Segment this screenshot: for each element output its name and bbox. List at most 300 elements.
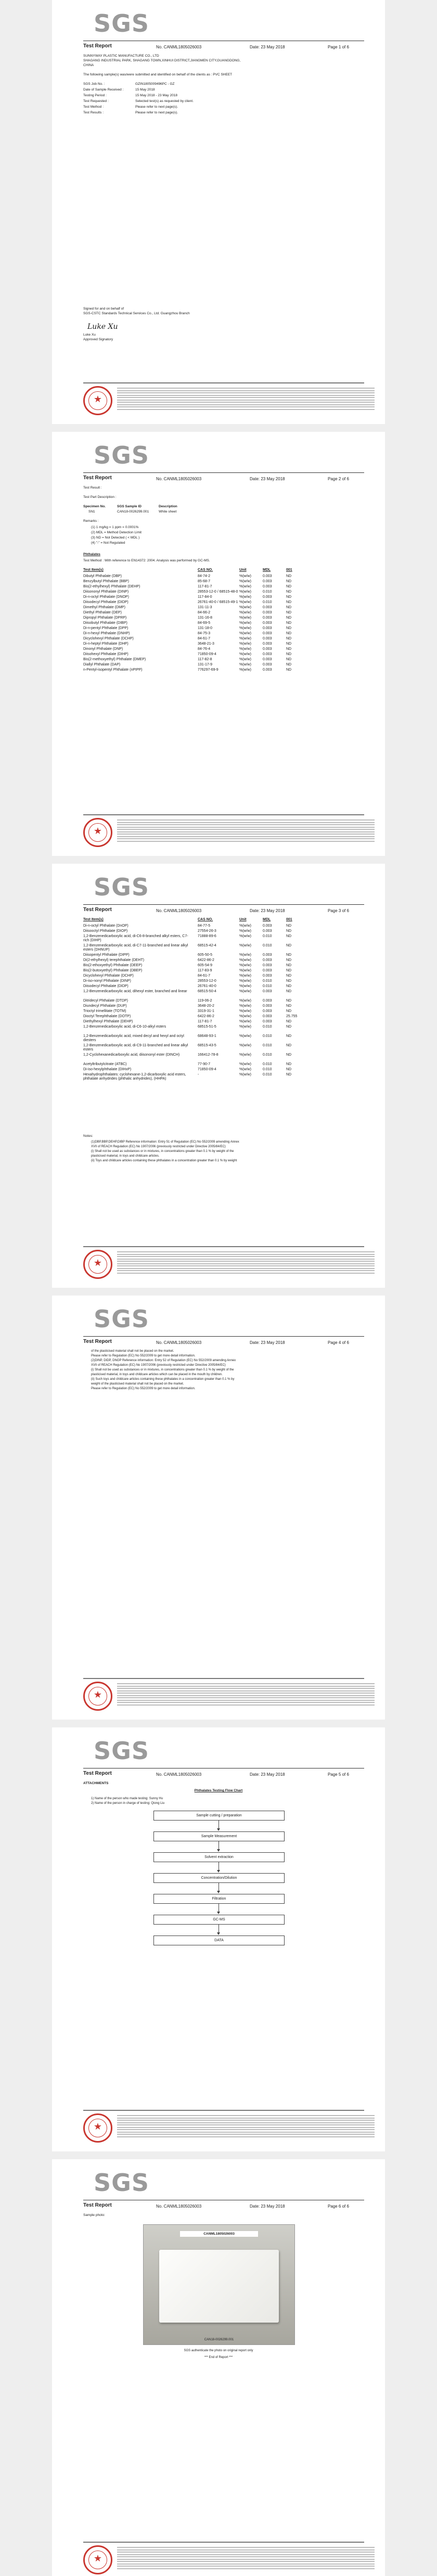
- report-page-2: [52, 432, 385, 856]
- note-line: (ii) Such toys and childcare articles containing these phthalates in a concentration greater than 0.1 % by: [91, 1378, 235, 1381]
- note-line: XVII of REACH Regulation (EC) No 1907/2006 (previously restricted under Directive 2005/84/EC): [91, 1364, 226, 1367]
- td-cas: 117-81-7: [198, 585, 212, 588]
- report-page-5: [52, 1727, 385, 2151]
- td-mdl: 0.003: [263, 990, 272, 993]
- report-date: Date: 23 May 2018: [250, 1772, 285, 1777]
- flow-step: DATA: [153, 1936, 285, 1945]
- td-unit: %(w/w): [239, 652, 251, 656]
- td-cas: 166412-78-8: [198, 1053, 219, 1057]
- td-item: Benzylbutyl Phthalate (BBP): [83, 580, 129, 583]
- td-result: ND: [286, 979, 292, 983]
- report-number: No. CANML1805026003: [156, 1772, 202, 1777]
- td-result: ND: [286, 969, 292, 972]
- flow-step: Filtration: [153, 1894, 285, 1904]
- report-page-3: [52, 864, 385, 1288]
- td-mdl: 0.003: [263, 652, 272, 656]
- terms-fineprint: [117, 1683, 375, 1712]
- report-number: No. CANML1805026003: [156, 45, 202, 49]
- td-cas: 85-68-7: [198, 580, 211, 583]
- td-mdl: 0.010: [263, 979, 272, 983]
- td-mdl: 0.003: [263, 574, 272, 578]
- td-item: Diisodecyl Phthalate (DIDP): [83, 600, 128, 604]
- td-item: n-Pentyl-isopentyl Phthalate (nPIPP): [83, 668, 143, 672]
- flow-step: GC-MS: [153, 1915, 285, 1925]
- td-mdl: 0.003: [263, 1009, 272, 1013]
- td-unit: %(w/w): [239, 1053, 251, 1057]
- td-result: ND: [286, 595, 292, 599]
- td-cas: 3648-21-3: [198, 642, 214, 646]
- td-unit: %(w/w): [239, 1044, 251, 1047]
- td-item: Diisohexyl Phthalate (DIHP): [83, 652, 128, 656]
- sgs-seal-icon: ★: [83, 1250, 112, 1279]
- photo-tag: CANML1805026003: [180, 2231, 258, 2237]
- td-unit: %(w/w): [239, 626, 251, 630]
- td-cas: 68515-43-5: [198, 1044, 216, 1047]
- td-unit: %(w/w): [239, 621, 251, 625]
- th-unit: Unit: [239, 568, 247, 572]
- td-result: ND: [286, 574, 292, 578]
- td-mdl: 0.003: [263, 1004, 272, 1008]
- field-label: Testing Period :: [83, 94, 107, 97]
- td-cas: 27554-26-3: [198, 929, 216, 933]
- applicant-country: CHINA: [83, 63, 94, 67]
- report-date: Date: 23 May 2018: [250, 1340, 285, 1345]
- td-cas: 605-50-5: [198, 953, 213, 957]
- td-unit: %(w/w): [239, 668, 251, 672]
- field-value: GZIN1805009496PC - GZ: [135, 82, 175, 86]
- th-cas: CAS NO.: [198, 568, 213, 572]
- td-unit: %(w/w): [239, 642, 251, 646]
- td-result: ND: [286, 642, 292, 646]
- sgs-seal-icon: ★: [83, 386, 112, 415]
- td-unit: %(w/w): [239, 658, 251, 661]
- field-value: 15 May 2018 - 23 May 2018: [135, 94, 177, 97]
- footer-rule: [83, 382, 364, 383]
- td-cas: 68515-42-4: [198, 944, 216, 947]
- report-number: No. CANML1805026003: [156, 477, 202, 481]
- flow-chart-title: Phthalates Testing Flow Chart: [194, 1789, 243, 1792]
- td-unit: %(w/w): [239, 958, 251, 962]
- test-result-label: Test Result :: [83, 486, 102, 490]
- td-result: ND: [286, 606, 292, 609]
- sample-id: CAN18-0026299.001: [117, 510, 149, 514]
- td-unit: %(w/w): [239, 1009, 251, 1013]
- td-mdl: 0.003: [263, 1020, 272, 1023]
- sgs-logo: SGS: [94, 9, 150, 37]
- td-mdl: 0.010: [263, 1034, 272, 1038]
- td-unit: %(w/w): [239, 1020, 251, 1023]
- report-page-6: [52, 2159, 385, 2576]
- td-result: ND: [286, 626, 292, 630]
- td-cas: 68515-51-5: [198, 1025, 216, 1029]
- sgs-logo: SGS: [94, 1737, 150, 1765]
- td-unit: %(w/w): [239, 1004, 251, 1008]
- description: White sheet: [159, 510, 177, 514]
- td-result: ND: [286, 1009, 292, 1013]
- td-cas: 71850-09-4: [198, 652, 216, 656]
- field-value: 15 May 2018: [135, 88, 155, 92]
- sample-sheet: [159, 2250, 279, 2323]
- td-item: Diisooctyl Phthalate (DIOP): [83, 929, 128, 933]
- td-result: 25.755: [286, 1015, 298, 1018]
- sgs-logo: SGS: [94, 2169, 150, 2197]
- th-mdl: MDL: [263, 918, 271, 921]
- td-unit: %(w/w): [239, 929, 251, 933]
- td-result: ND: [286, 600, 292, 604]
- td-unit: %(w/w): [239, 984, 251, 988]
- signed-for: Signed for and on behalf of: [83, 307, 124, 311]
- report-title: Test Report: [83, 43, 112, 49]
- sample-intro: The following sample(s) was/were submitted and identified on behalf of the clients as : PVC SHEET: [83, 73, 233, 76]
- signer-title: Approved Signatory: [83, 338, 113, 341]
- notes-title: Notes:: [83, 1134, 93, 1138]
- td-cas: 77-90-7: [198, 1062, 211, 1066]
- td-result: ND: [286, 1053, 292, 1057]
- arrow-down-icon: [217, 1828, 220, 1831]
- td-cas: 71850-09-4: [198, 1068, 216, 1071]
- td-result: ND: [286, 990, 292, 993]
- td-result: ND: [286, 611, 292, 614]
- td-unit: %(w/w): [239, 637, 251, 640]
- td-result: ND: [286, 958, 292, 962]
- td-cas: 117-83-9: [198, 969, 212, 972]
- td-cas: 131-11-3: [198, 606, 212, 609]
- td-item: Dipropyl Phthalate (DPRP): [83, 616, 127, 620]
- td-unit: %(w/w): [239, 964, 251, 967]
- td-item: Diundecyl Phthalate (DUP): [83, 1004, 127, 1008]
- td-cas: 84-74-2: [198, 574, 211, 578]
- td-mdl: 0.003: [263, 999, 272, 1003]
- remark-line: (3) ND = Not Detected ( < MDL ): [91, 536, 140, 540]
- footer-rule: [83, 814, 364, 815]
- report-page-1: [52, 0, 385, 424]
- td-mdl: 0.010: [263, 984, 272, 988]
- td-cas: 84-76-4: [198, 647, 211, 651]
- td-mdl: 0.003: [263, 658, 272, 661]
- td-mdl: 0.003: [263, 606, 272, 609]
- td-mdl: 0.003: [263, 969, 272, 972]
- td-result: ND: [286, 1062, 292, 1066]
- sgs-logo: SGS: [94, 873, 150, 901]
- td-mdl: 0.003: [263, 585, 272, 588]
- photo-sample-id: CAN18-0026299.001: [204, 2338, 234, 2341]
- terms-fineprint: [117, 388, 375, 417]
- photo-authenticate-note: SGS authenticate the photo on original report only: [184, 2349, 253, 2352]
- td-unit: %(w/w): [239, 953, 251, 957]
- arrow-down-icon: [217, 1891, 220, 1893]
- end-of-report: *** End of Report ***: [204, 2356, 233, 2359]
- td-item: Di(2-ethylhexyl) terephthalate (DEHT): [83, 958, 145, 962]
- td-result: ND: [286, 616, 292, 620]
- td-mdl: 0.010: [263, 600, 272, 604]
- note-line: of the plasticised material shall not be placed on the market.: [91, 1350, 174, 1353]
- td-unit: %(w/w): [239, 969, 251, 972]
- report-title: Test Report: [83, 1339, 112, 1344]
- th-item: Test Item(s): [83, 568, 104, 572]
- sample-photo: [143, 2224, 295, 2345]
- td-item: Di-n-hexyl Phthalate (DNHP): [83, 632, 130, 635]
- td-cas: 3648-20-2: [198, 1004, 214, 1008]
- td-mdl: 0.003: [263, 595, 272, 599]
- td-item: Acetyltributylcitrate (ATBC): [83, 1062, 127, 1066]
- td-mdl: 0.003: [263, 647, 272, 651]
- col-description: Description: [159, 505, 177, 508]
- td-mdl: 0.003: [263, 637, 272, 640]
- td-unit: %(w/w): [239, 990, 251, 993]
- td-item: Diethyl Phthalate (DEP): [83, 611, 122, 614]
- td-item: Dibutyl Phthalate (DBP): [83, 574, 122, 578]
- header-rule: [83, 472, 364, 473]
- field-label: Date of Sample Received :: [83, 88, 124, 92]
- td-item: Dimethyl Phthalate (DMP): [83, 606, 125, 609]
- td-unit: %(w/w): [239, 632, 251, 635]
- note-line: plasticised material, in toys and childcare articles which can be placed in the mouth by children.: [91, 1373, 223, 1376]
- td-unit: %(w/w): [239, 944, 251, 947]
- sgs-seal-icon: ★: [83, 2113, 112, 2143]
- td-result: ND: [286, 1073, 292, 1076]
- footer-rule: [83, 2110, 364, 2111]
- td-cas: 6422-86-2: [198, 1015, 214, 1018]
- td-unit: %(w/w): [239, 924, 251, 928]
- td-mdl: 0.003: [263, 642, 272, 646]
- note-line: (ii) Toys and childcare articles containing these phthalates in a concentration greater than 0.1 % by weight: [91, 1159, 237, 1162]
- td-mdl: 0.003: [263, 974, 272, 978]
- td-item: Di-iso-hexylphthalate (DIHxP): [83, 1068, 132, 1071]
- terms-fineprint: [117, 2115, 375, 2144]
- remarks-title: Remarks :: [83, 519, 99, 523]
- sgs-seal-icon: ★: [83, 818, 112, 847]
- note-line: plasticised material, in toys and childcare articles.: [91, 1155, 160, 1158]
- td-mdl: 0.010: [263, 1053, 272, 1057]
- flow-step: Concentration/Dilution: [153, 1873, 285, 1883]
- report-title: Test Report: [83, 2202, 112, 2208]
- td-item: 1,2-Benzenedicarboxylic acid, mixed decyl and hexyl and octyl diesters: [83, 1034, 184, 1042]
- note-line: (i) Shall not be used as substances or in mixtures, in concentrations greater than 0.1 % by weight of the: [91, 1368, 234, 1372]
- td-unit: %(w/w): [239, 595, 251, 599]
- td-unit: %(w/w): [239, 1062, 251, 1066]
- page-number: Page 3 of 6: [328, 908, 349, 913]
- td-unit: %(w/w): [239, 574, 251, 578]
- td-cas: 68515-50-4: [198, 990, 216, 993]
- td-cas: 84-77-5: [198, 924, 211, 928]
- note-line: (2)DINP, DIDP, DNOP Reference information: Entry 52 of Regulation (EC) No 552/2009 amending Annex: [91, 1359, 236, 1362]
- signer-name: Luke Xu: [83, 333, 96, 337]
- td-unit: %(w/w): [239, 616, 251, 620]
- td-cas: 28553-12-0: [198, 979, 216, 983]
- td-mdl: 0.003: [263, 580, 272, 583]
- remark-line: (4) "-" = Not Regulated: [91, 541, 125, 545]
- field-label: Test Requested :: [83, 99, 109, 103]
- td-unit: %(w/w): [239, 1034, 251, 1038]
- td-mdl: 0.003: [263, 663, 272, 667]
- td-item: Bis(2-butoxyethyl) Phthalate (DBEP): [83, 969, 143, 972]
- note-line: Please refer to Regulation (EC) No 552/2009 to get more detail information.: [91, 1354, 196, 1357]
- td-item: Diethylhexyl Phthalate (DEHP): [83, 1020, 133, 1023]
- flow-step: Solvent extraction: [153, 1852, 285, 1862]
- sample-photo-label: Sample photo:: [83, 2213, 105, 2217]
- td-item: Diisopentyl Phthalate (DIPP): [83, 953, 130, 957]
- col-sample-id: SGS Sample ID: [117, 505, 142, 508]
- report-title: Test Report: [83, 1771, 112, 1776]
- sgs-logo: SGS: [94, 441, 150, 469]
- footer-rule: [83, 1678, 364, 1679]
- td-item: Diisodecyl Phthalate (DIDP): [83, 984, 128, 988]
- arrow-down-icon: [217, 1932, 220, 1935]
- arrow-down-icon: [217, 1912, 220, 1914]
- field-value: Selected test(s) as requested by client.: [135, 99, 194, 103]
- td-unit: %(w/w): [239, 647, 251, 651]
- note-line: weight of the plasticised material shall not be placed on the market.: [91, 1382, 184, 1386]
- page-number: Page 5 of 6: [328, 1772, 349, 1777]
- td-unit: %(w/w): [239, 663, 251, 667]
- signature: Luke Xu: [87, 323, 118, 331]
- th-mdl: MDL: [263, 568, 271, 572]
- td-cas: 84-61-7: [198, 637, 211, 640]
- page-number: Page 1 of 6: [328, 45, 349, 49]
- sgs-seal-icon: ★: [83, 2545, 112, 2574]
- td-cas: 131-17-9: [198, 663, 213, 667]
- td-result: ND: [286, 621, 292, 625]
- td-cas: 68648-93-1: [198, 1034, 216, 1038]
- td-item: Diallyl Phthalate (DAP): [83, 663, 121, 667]
- td-unit: %(w/w): [239, 1073, 251, 1076]
- report-title: Test Report: [83, 475, 112, 481]
- td-result: ND: [286, 964, 292, 967]
- td-result: ND: [286, 984, 292, 988]
- td-result: ND: [286, 658, 292, 661]
- th-unit: Unit: [239, 918, 247, 921]
- td-mdl: 0.003: [263, 958, 272, 962]
- td-item: Trioctyl trimellitate (TOTM): [83, 1009, 126, 1013]
- report-date: Date: 23 May 2018: [250, 908, 285, 913]
- footer-rule: [83, 1246, 364, 1247]
- signed-for-company: SGS-CSTC Standards Technical Services Co., Ltd. Guangzhou Branch: [83, 312, 190, 315]
- note-line: XVII of REACH Regulation (EC) No 1907/2006 (previously restricted under Directive 2005/84/EC): [91, 1145, 226, 1148]
- terms-fineprint: [117, 1251, 375, 1280]
- td-cas: 117-84-0: [198, 595, 212, 599]
- td-item: Di-iso-nonyl Phthalate (DINP): [83, 979, 131, 983]
- td-item: Hexahydrophthalates: cyclohexane-1,2-dicarboxylic acid esters, phthalate anhydrides (phthalic anhydrides), (HHPA): [83, 1073, 186, 1081]
- td-mdl: 0.003: [263, 668, 272, 672]
- note-line: (1)DBP,BBP,DEHP,DIBP Reference information: Entry 51 of Regulation (EC) No 552/2009 amending Annex: [91, 1140, 239, 1144]
- td-mdl: 0.010: [263, 1073, 272, 1076]
- td-item: Dioctyl Terephthalate (DOTP): [83, 1015, 131, 1018]
- applicant-name: SUNNYWAY PLASTIC MANUFACTURE CO., LTD: [83, 54, 159, 58]
- footer-rule: [83, 2542, 364, 2543]
- td-unit: %(w/w): [239, 580, 251, 583]
- td-item: Bis(2-ethylhexyl) Phthalate (DEHP): [83, 585, 140, 588]
- td-cas: 131-16-8: [198, 616, 213, 620]
- td-result: ND: [286, 999, 292, 1003]
- td-result: ND: [286, 632, 292, 635]
- report-date: Date: 23 May 2018: [250, 45, 285, 49]
- td-unit: %(w/w): [239, 611, 251, 614]
- td-item: Bis(2-ethoxyethyl) Phthalate (DEEP): [83, 964, 143, 967]
- th-result: 001: [286, 918, 292, 921]
- applicant-address: SHAGANG INDUSTRIAL PARK, SHAGANG TOWN,XINHUI DISTRICT,JIANGMEN CITY,GUANGDONG,: [83, 59, 241, 62]
- flow-step: Sample cutting / preparation: [153, 1811, 285, 1821]
- td-item: Ditridecyl Phthalate (DTDP): [83, 999, 128, 1003]
- td-mdl: 0.003: [263, 616, 272, 620]
- td-unit: %(w/w): [239, 590, 251, 594]
- td-cas: 28553-12-0 / 68515-48-0: [198, 590, 238, 594]
- td-result: ND: [286, 1068, 292, 1071]
- td-unit: %(w/w): [239, 585, 251, 588]
- td-unit: %(w/w): [239, 1015, 251, 1018]
- td-cas: 71888-89-6: [198, 934, 216, 938]
- td-result: ND: [286, 1004, 292, 1008]
- arrow-down-icon: [217, 1849, 220, 1852]
- td-result: ND: [286, 1020, 292, 1023]
- remark-line: (2) MDL = Method Detection Limit: [91, 531, 142, 534]
- td-cas: 84-61-7: [198, 974, 211, 978]
- td-mdl: 0.003: [263, 964, 272, 967]
- td-mdl: 0.003: [263, 1015, 272, 1018]
- report-number: No. CANML1805026003: [156, 1340, 202, 1345]
- td-result: ND: [286, 1025, 292, 1029]
- td-mdl: 0.003: [263, 611, 272, 614]
- td-result: ND: [286, 934, 292, 938]
- td-result: ND: [286, 637, 292, 640]
- td-item: Di-n-heptyl Phthalate (DHP): [83, 642, 128, 646]
- arrow-down-icon: [217, 1870, 220, 1873]
- td-result: ND: [286, 585, 292, 588]
- page-number: Page 4 of 6: [328, 1340, 349, 1345]
- field-label: Test Method :: [83, 105, 104, 109]
- td-mdl: 0.003: [263, 621, 272, 625]
- specimen-no: SN1: [88, 510, 95, 514]
- td-mdl: 0.003: [263, 924, 272, 928]
- field-value: Please refer to next page(s).: [135, 105, 178, 109]
- td-result: ND: [286, 590, 292, 594]
- td-item: 1,2-Benzenedicarboxylic acid, dihexyl ester, branched and linear: [83, 990, 187, 993]
- note-line: (i) Shall not be used as substances or in mixtures, in concentrations greater than 0.1 % by weight of the: [91, 1150, 234, 1153]
- header-rule: [83, 904, 364, 905]
- td-cas: 26761-40-0: [198, 984, 216, 988]
- td-unit: %(w/w): [239, 934, 251, 938]
- td-unit: %(w/w): [239, 1025, 251, 1029]
- td-item: 1,2-Benzenedicarboxylic acid, di-C6-8-branched alkyl esters, C7-rich (DIHP): [83, 934, 188, 942]
- tester-in-charge: 2) Name of the person in charge of testing: Qiong Liu: [91, 1802, 165, 1805]
- header-rule: [83, 1336, 364, 1337]
- td-unit: %(w/w): [239, 1068, 251, 1071]
- td-item: Di-n-octyl Phthalate (DNOP): [83, 595, 129, 599]
- td-mdl: 0.010: [263, 934, 272, 938]
- td-mdl: 0.003: [263, 929, 272, 933]
- td-item: Di-n-pentyl Phthalate (DPP): [83, 626, 128, 630]
- td-item: Diisobutyl Phthalate (DIBP): [83, 621, 127, 625]
- td-result: ND: [286, 953, 292, 957]
- td-result: ND: [286, 663, 292, 667]
- page-number: Page 6 of 6: [328, 2204, 349, 2209]
- td-cas: 131-18-0: [198, 626, 213, 630]
- td-unit: %(w/w): [239, 600, 251, 604]
- td-cas: 605-54-9: [198, 964, 213, 967]
- th-item: Test Item(s): [83, 918, 104, 921]
- flow-step: Sample Measurement: [153, 1831, 285, 1841]
- col-specimen: Specimen No.: [83, 505, 106, 508]
- td-mdl: 0.010: [263, 590, 272, 594]
- td-item: 1,2-Cyclohexanedicarboxylic acid, diisononyl ester (DINCH): [83, 1053, 180, 1057]
- td-result: ND: [286, 668, 292, 672]
- report-number: No. CANML1805026003: [156, 2204, 202, 2209]
- section-title: Phthalates: [83, 553, 100, 556]
- td-cas: 84-75-3: [198, 632, 211, 635]
- td-item: 1,2-Benzenedicarboxylic acid, di-C6-10-alkyl esters: [83, 1025, 166, 1029]
- td-result: ND: [286, 929, 292, 933]
- th-cas: CAS NO.: [198, 918, 213, 921]
- td-item: 1,2-Benzenedicarboxylic acid, di-C7-11-branched and linear alkyl esters (DHNUP): [83, 944, 188, 952]
